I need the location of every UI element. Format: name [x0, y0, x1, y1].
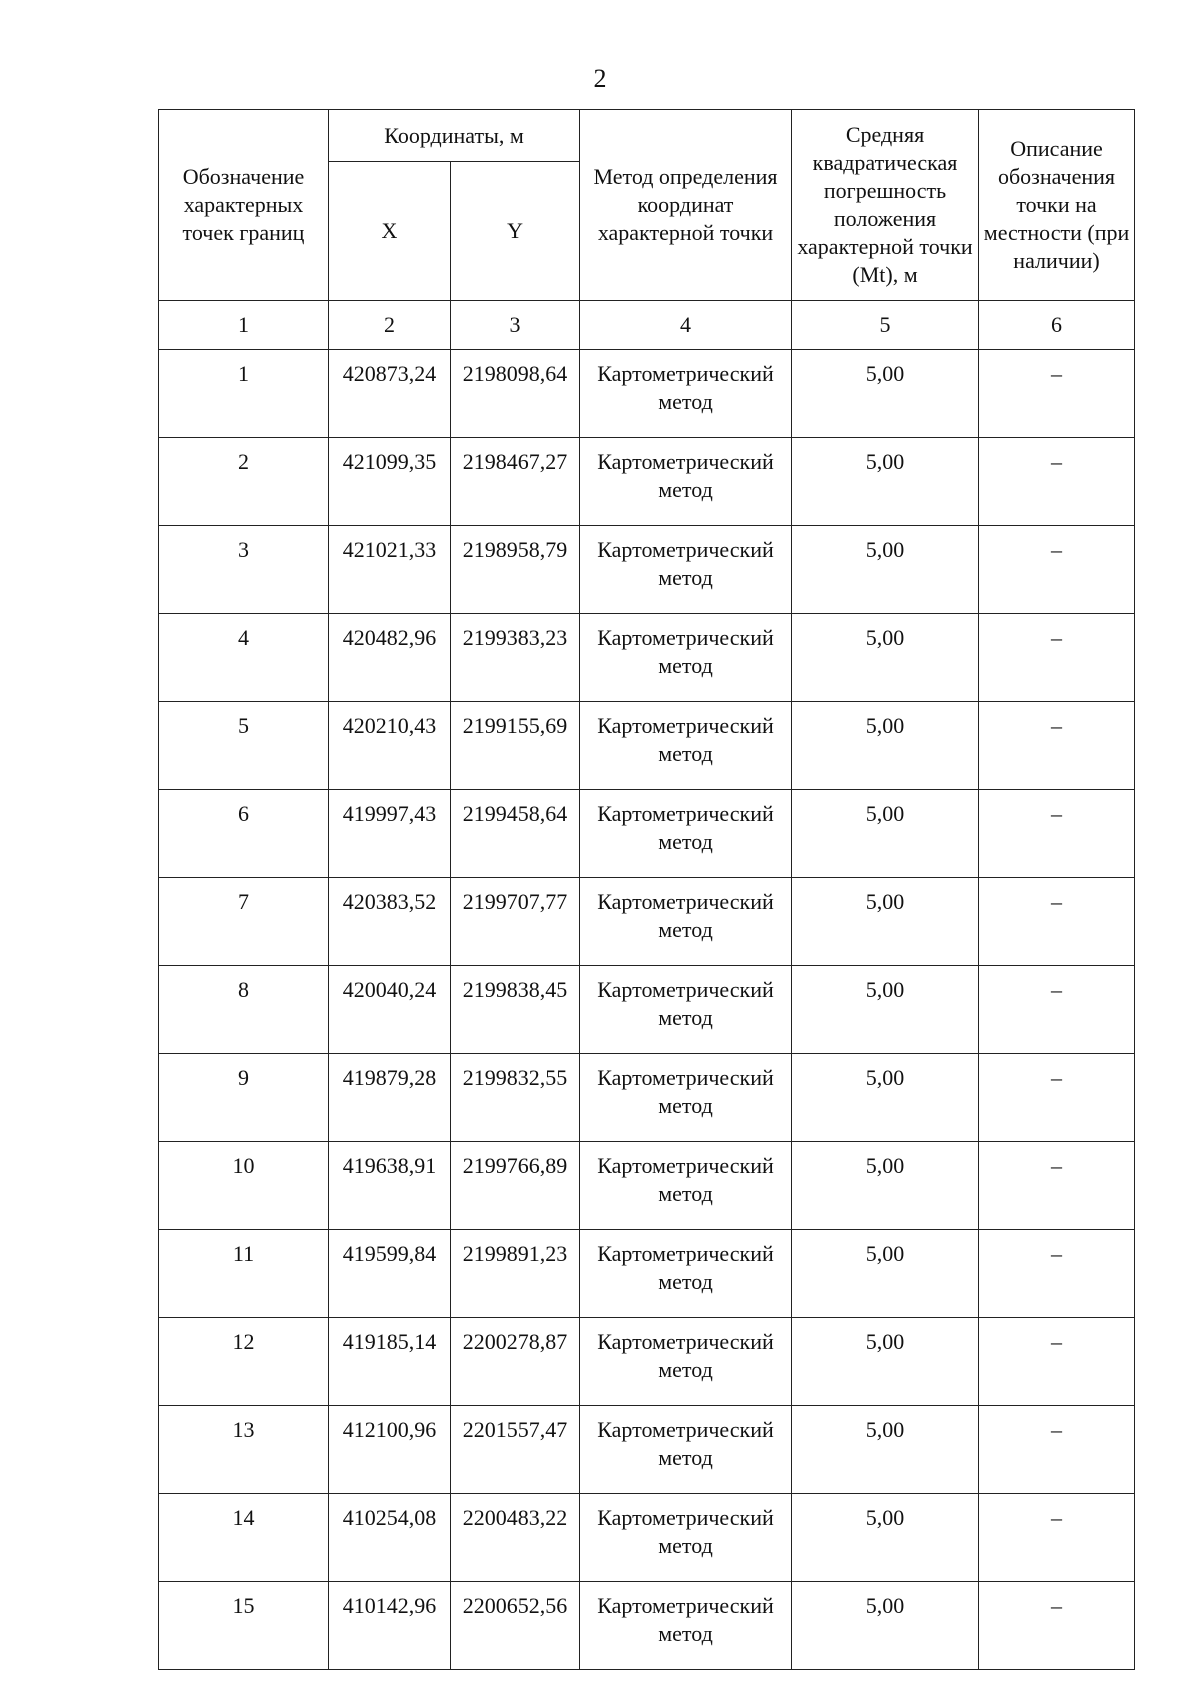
x-coordinate-cell: 420482,96	[329, 614, 451, 702]
error-cell: 5,00	[792, 350, 979, 438]
error-cell: 5,00	[792, 1494, 979, 1582]
column-number: 2	[329, 301, 451, 350]
table-row	[159, 790, 1135, 878]
column-number: 4	[580, 301, 792, 350]
method-cell: Картометрический метод	[580, 350, 792, 438]
point-number-cell: 15	[159, 1582, 329, 1670]
point-number-cell: 4	[159, 614, 329, 702]
method-cell: Картометрический метод	[580, 1494, 792, 1582]
table-row	[159, 438, 1135, 526]
description-cell: –	[979, 350, 1135, 438]
y-coordinate-cell: 2198467,27	[451, 438, 580, 526]
description-cell: –	[979, 878, 1135, 966]
method-cell: Картометрический метод	[580, 790, 792, 878]
description-cell: –	[979, 1494, 1135, 1582]
table-row	[159, 1582, 1135, 1670]
y-coordinate-cell: 2199891,23	[451, 1230, 580, 1318]
y-coordinate-cell: 2200652,56	[451, 1582, 580, 1670]
description-cell: –	[979, 702, 1135, 790]
table-row	[159, 966, 1135, 1054]
table-header	[159, 110, 1135, 350]
coordinates-table	[158, 109, 1135, 1670]
x-coordinate-cell: 421099,35	[329, 438, 451, 526]
page-number: 2	[593, 64, 607, 93]
point-number-cell: 1	[159, 350, 329, 438]
point-number-cell: 11	[159, 1230, 329, 1318]
header-method: Метод определения координат характерной точки	[580, 110, 792, 301]
x-coordinate-cell: 420040,24	[329, 966, 451, 1054]
table-row	[159, 1318, 1135, 1406]
table-row	[159, 1406, 1135, 1494]
column-number: 6	[979, 301, 1135, 350]
error-cell: 5,00	[792, 1142, 979, 1230]
point-number-cell: 9	[159, 1054, 329, 1142]
header-designation: Обозначение характерных точек границ	[159, 110, 329, 301]
y-coordinate-cell: 2199838,45	[451, 966, 580, 1054]
table-row	[159, 1230, 1135, 1318]
method-cell: Картометрический метод	[580, 1054, 792, 1142]
x-coordinate-cell: 421021,33	[329, 526, 451, 614]
point-number-cell: 10	[159, 1142, 329, 1230]
method-cell: Картометрический метод	[580, 1230, 792, 1318]
method-cell: Картометрический метод	[580, 966, 792, 1054]
point-number-cell: 2	[159, 438, 329, 526]
point-number-cell: 13	[159, 1406, 329, 1494]
method-cell: Картометрический метод	[580, 526, 792, 614]
point-number-cell: 3	[159, 526, 329, 614]
method-cell: Картометрический метод	[580, 1406, 792, 1494]
method-cell: Картометрический метод	[580, 438, 792, 526]
header-description: Описание обозначения точки на местности (при наличии)	[979, 110, 1135, 301]
method-cell: Картометрический метод	[580, 1582, 792, 1670]
error-cell: 5,00	[792, 702, 979, 790]
x-coordinate-cell: 419599,84	[329, 1230, 451, 1318]
x-coordinate-cell: 420383,52	[329, 878, 451, 966]
method-cell: Картометрический метод	[580, 1318, 792, 1406]
point-number-cell: 12	[159, 1318, 329, 1406]
y-coordinate-cell: 2199832,55	[451, 1054, 580, 1142]
y-coordinate-cell: 2198958,79	[451, 526, 580, 614]
x-coordinate-cell: 420210,43	[329, 702, 451, 790]
error-cell: 5,00	[792, 614, 979, 702]
error-cell: 5,00	[792, 790, 979, 878]
table-row	[159, 878, 1135, 966]
point-number-cell: 6	[159, 790, 329, 878]
y-coordinate-cell: 2199458,64	[451, 790, 580, 878]
column-number: 3	[451, 301, 580, 350]
x-coordinate-cell: 410142,96	[329, 1582, 451, 1670]
description-cell: –	[979, 526, 1135, 614]
description-cell: –	[979, 614, 1135, 702]
description-cell: –	[979, 1142, 1135, 1230]
description-cell: –	[979, 438, 1135, 526]
y-coordinate-cell: 2199155,69	[451, 702, 580, 790]
description-cell: –	[979, 966, 1135, 1054]
header-y: Y	[451, 162, 580, 301]
error-cell: 5,00	[792, 1318, 979, 1406]
y-coordinate-cell: 2199707,77	[451, 878, 580, 966]
table-body	[159, 350, 1135, 1670]
header-coordinates: Координаты, м	[329, 110, 580, 162]
table-row	[159, 614, 1135, 702]
table-row	[159, 1054, 1135, 1142]
header-error: Средняя квадратическая погрешность положения характерной точки (Mt), м	[792, 110, 979, 301]
error-cell: 5,00	[792, 438, 979, 526]
table-row	[159, 350, 1135, 438]
error-cell: 5,00	[792, 1054, 979, 1142]
x-coordinate-cell: 419638,91	[329, 1142, 451, 1230]
header-x: X	[329, 162, 451, 301]
x-coordinate-cell: 410254,08	[329, 1494, 451, 1582]
description-cell: –	[979, 1318, 1135, 1406]
table-row	[159, 1494, 1135, 1582]
column-number: 1	[159, 301, 329, 350]
error-cell: 5,00	[792, 966, 979, 1054]
y-coordinate-cell: 2198098,64	[451, 350, 580, 438]
description-cell: –	[979, 790, 1135, 878]
description-cell: –	[979, 1230, 1135, 1318]
x-coordinate-cell: 412100,96	[329, 1406, 451, 1494]
error-cell: 5,00	[792, 1406, 979, 1494]
y-coordinate-cell: 2199383,23	[451, 614, 580, 702]
x-coordinate-cell: 419185,14	[329, 1318, 451, 1406]
table-row	[159, 526, 1135, 614]
error-cell: 5,00	[792, 1582, 979, 1670]
error-cell: 5,00	[792, 878, 979, 966]
table-row	[159, 702, 1135, 790]
point-number-cell: 8	[159, 966, 329, 1054]
table-row	[159, 1142, 1135, 1230]
description-cell: –	[979, 1406, 1135, 1494]
error-cell: 5,00	[792, 1230, 979, 1318]
y-coordinate-cell: 2200483,22	[451, 1494, 580, 1582]
y-coordinate-cell: 2199766,89	[451, 1142, 580, 1230]
description-cell: –	[979, 1054, 1135, 1142]
method-cell: Картометрический метод	[580, 878, 792, 966]
column-numbers-row	[159, 301, 1135, 350]
method-cell: Картометрический метод	[580, 614, 792, 702]
description-cell: –	[979, 1582, 1135, 1670]
point-number-cell: 7	[159, 878, 329, 966]
x-coordinate-cell: 419879,28	[329, 1054, 451, 1142]
method-cell: Картометрический метод	[580, 1142, 792, 1230]
x-coordinate-cell: 420873,24	[329, 350, 451, 438]
column-number: 5	[792, 301, 979, 350]
point-number-cell: 5	[159, 702, 329, 790]
y-coordinate-cell: 2200278,87	[451, 1318, 580, 1406]
y-coordinate-cell: 2201557,47	[451, 1406, 580, 1494]
point-number-cell: 14	[159, 1494, 329, 1582]
method-cell: Картометрический метод	[580, 702, 792, 790]
x-coordinate-cell: 419997,43	[329, 790, 451, 878]
error-cell: 5,00	[792, 526, 979, 614]
